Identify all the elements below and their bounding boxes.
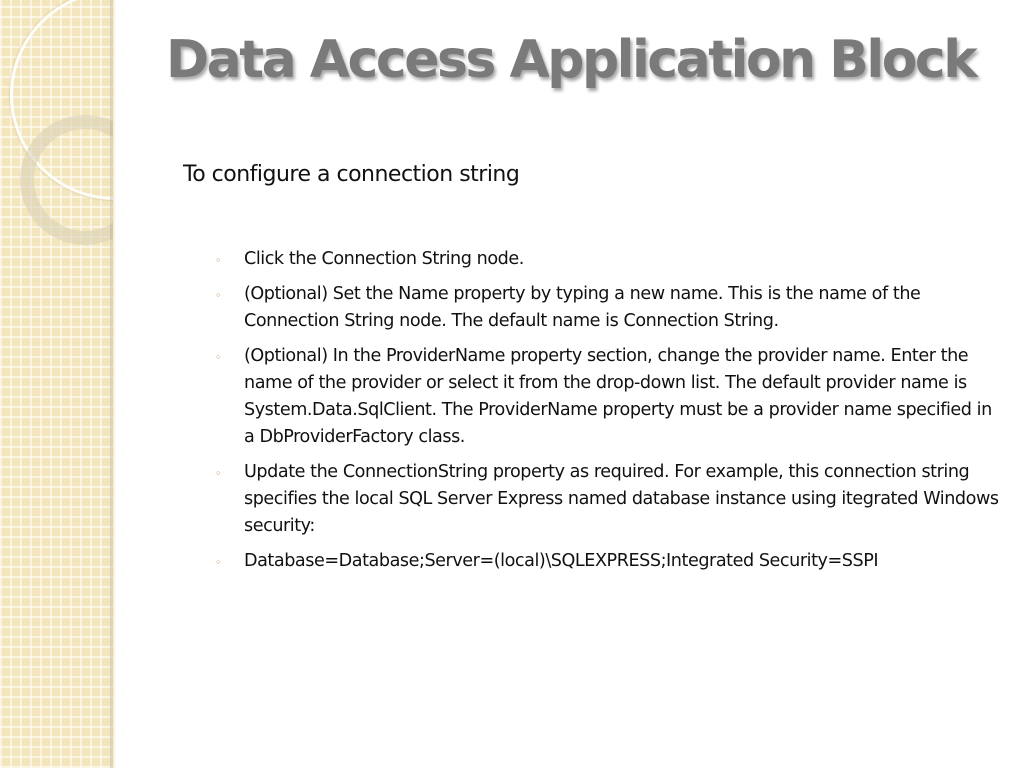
bullet-marker-icon: ◦ bbox=[215, 556, 222, 569]
bullet-item-set-name bbox=[215, 281, 1005, 335]
bullet-text: (Optional) Set the Name property by typing a new name. This is the name of the Connection String node. The default name is Connection String. bbox=[244, 284, 921, 331]
bullet-text: Click the Connection String node. bbox=[244, 249, 524, 269]
decorative-side-panel bbox=[0, 0, 113, 768]
bullet-text: Update the ConnectionString property as required. For example, this connection string specifies the local SQL Server Express named database instance using itegrated Windows security: bbox=[244, 462, 999, 536]
bullet-item-connection-string-example bbox=[215, 548, 1005, 575]
bullet-text: (Optional) In the ProviderName property section, change the provider name. Enter the name of the provider or select it from the drop-down list. The default provider name is System.Data.SqlClient. The ProviderName property must be a provider name specified in a DbProviderFactory class. bbox=[244, 346, 992, 447]
bullet-item-click-node bbox=[215, 246, 1005, 273]
bullet-marker-icon: ◦ bbox=[215, 467, 222, 480]
bullet-marker-icon: ◦ bbox=[215, 254, 222, 267]
bullet-item-provider-name bbox=[215, 343, 1005, 451]
bullet-list bbox=[215, 246, 1005, 583]
bullet-item-update-connection-string bbox=[215, 459, 1005, 540]
slide-title: Data Access Application Block bbox=[166, 30, 976, 90]
bullet-marker-icon: ◦ bbox=[215, 289, 222, 302]
slide-subtitle: To configure a connection string bbox=[183, 162, 520, 187]
bullet-text: Database=Database;Server=(local)\SQLEXPRESS;Integrated Security=SSPI bbox=[244, 551, 879, 571]
side-panel-shadow bbox=[110, 0, 116, 768]
bullet-marker-icon: ◦ bbox=[215, 351, 222, 364]
